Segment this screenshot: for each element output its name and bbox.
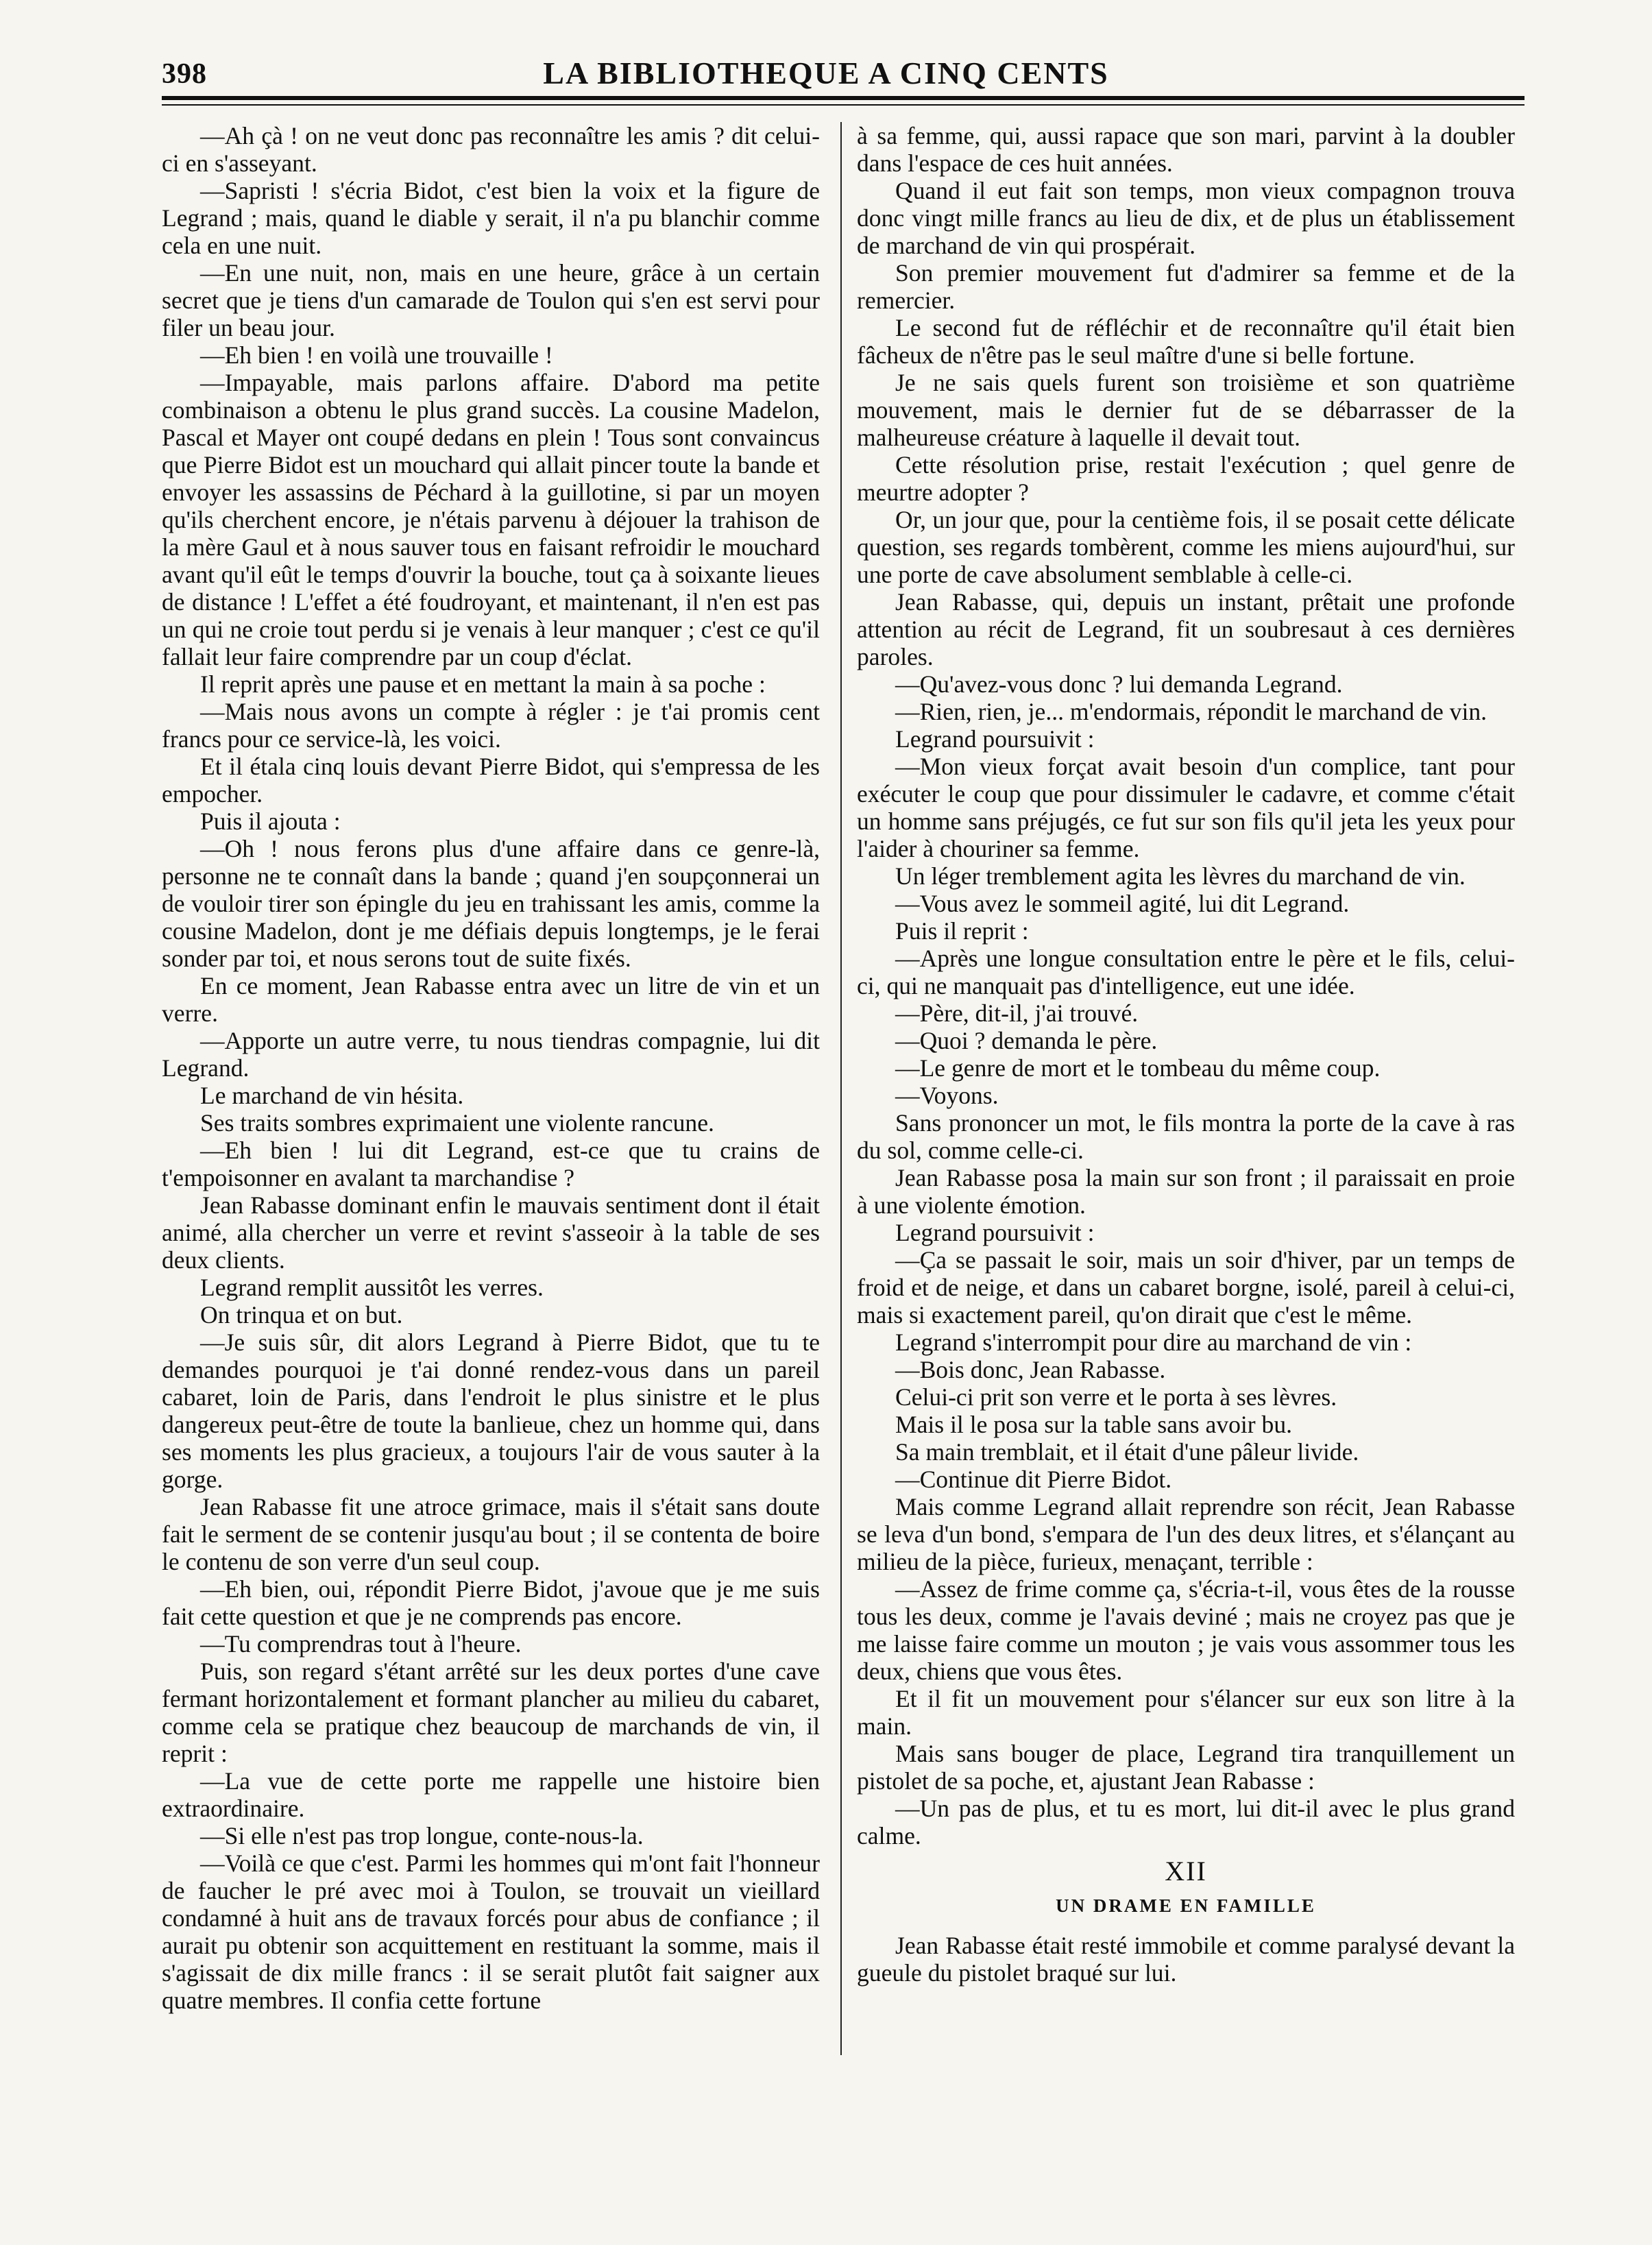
- paragraph: Legrand s'interrompit pour dire au marchand de vin :: [895, 1328, 1412, 1356]
- paragraph: Mais il le posa sur la table sans avoir bu.: [895, 1411, 1293, 1438]
- paragraph: On trinqua et on but.: [200, 1301, 403, 1328]
- paragraph: Et il fit un mouvement pour s'élancer sur eux son litre à la main.: [857, 1685, 1515, 1740]
- paragraph: Jean Rabasse, qui, depuis un instant, prêtait une profonde attention au récit de Legrand, fit un soubresaut à ces dernières paroles.: [857, 588, 1515, 670]
- paragraph: —Eh bien, oui, répondit Pierre Bidot, j'avoue que je me suis fait cette question et que je ne comprends pas encore.: [162, 1575, 820, 1630]
- running-head: LA BIBLIOTHEQUE A CINQ CENTS: [543, 56, 1109, 90]
- paragraph: —Père, dit-il, j'ai trouvé.: [895, 999, 1139, 1027]
- paragraph: —Après une longue consultation entre le père et le fils, celui-ci, qui ne manquait pas d'intelligence, eut une idée.: [857, 945, 1515, 999]
- section-number: XII: [1165, 1856, 1207, 1886]
- paragraph: Puis il ajouta :: [200, 808, 341, 835]
- paragraph: Legrand remplit aussitôt les verres.: [200, 1274, 544, 1301]
- paragraph: —Continue dit Pierre Bidot.: [895, 1466, 1172, 1493]
- paragraph: Sans prononcer un mot, le fils montra la porte de la cave à ras du sol, comme celle-ci.: [857, 1109, 1515, 1164]
- paragraph: —Vous avez le sommeil agité, lui dit Legrand.: [895, 890, 1350, 917]
- paragraph: —La vue de cette porte me rappelle une histoire bien extraordinaire.: [162, 1767, 820, 1822]
- paragraph: Sa main tremblait, et il était d'une pâleur livide.: [895, 1438, 1359, 1466]
- paragraph: —Tu comprendras tout à l'heure.: [200, 1630, 522, 1658]
- paragraph: —Quoi ? demanda le père.: [895, 1027, 1158, 1054]
- paragraph: —Ça se passait le soir, mais un soir d'hiver, par un temps de froid et de neige, et dans un cabaret borgne, isolé, pareil à celui-ci, mais si exactement pareil, qu'on dirait que c'est le même.: [857, 1246, 1515, 1328]
- paragraph: —Bois donc, Jean Rabasse.: [895, 1356, 1166, 1383]
- page-number: 398: [162, 58, 207, 90]
- right-column: [857, 122, 1515, 2062]
- paragraph: Celui-ci prit son verre et le porta à ses lèvres.: [895, 1383, 1337, 1411]
- paragraph: Il reprit après une pause et en mettant la main à sa poche :: [200, 670, 766, 698]
- header-rule-thin: [162, 104, 1525, 106]
- paragraph: Or, un jour que, pour la centième fois, il se posait cette délicate question, ses regards tombèrent, comme les miens aujourd'hui, sur une porte de cave absolument semblable à celle-ci.: [857, 506, 1515, 588]
- paragraph: Le second fut de réfléchir et de reconnaître qu'il était bien fâcheux de n'être pas le seul maître d'une si belle fortune.: [857, 314, 1515, 369]
- paragraph: Et il étala cinq louis devant Pierre Bidot, qui s'empressa de les empocher.: [162, 753, 820, 808]
- paragraph: Quand il eut fait son temps, mon vieux compagnon trouva donc vingt mille francs au lieu de dix, et de plus un établissement de marchand de vin qui prospérait.: [857, 177, 1515, 259]
- paragraph: Le marchand de vin hésita.: [200, 1082, 464, 1109]
- paragraph: —Sapristi ! s'écria Bidot, c'est bien la voix et la figure de Legrand ; mais, quand le diable y serait, il n'a pu blanchir comme cela en une nuit.: [162, 177, 820, 259]
- paragraph: —Un pas de plus, et tu es mort, lui dit-il avec le plus grand calme.: [857, 1795, 1515, 1849]
- paragraph: En ce moment, Jean Rabasse entra avec un litre de vin et un verre.: [162, 972, 820, 1027]
- paragraph: —Le genre de mort et le tombeau du même coup.: [895, 1054, 1381, 1082]
- paragraph: —Rien, rien, je... m'endormais, répondit le marchand de vin.: [895, 698, 1487, 725]
- column-divider: [840, 122, 842, 2055]
- paragraph: Ses traits sombres exprimaient une violente rancune.: [200, 1109, 714, 1137]
- paragraph: Jean Rabasse dominant enfin le mauvais sentiment dont il était animé, alla chercher un verre et revint s'asseoir à la table de ses deux clients.: [162, 1191, 820, 1274]
- paragraph: —Mais nous avons un compte à régler : je t'ai promis cent francs pour ce service-là, les voici.: [162, 698, 820, 753]
- left-column: [162, 122, 820, 2062]
- paragraph: —Ah çà ! on ne veut donc pas reconnaître les amis ? dit celui-ci en s'asseyant.: [162, 122, 820, 177]
- paragraph: —Voilà ce que c'est. Parmi les hommes qui m'ont fait l'honneur de faucher le pré avec moi à Toulon, se trouvait un vieillard condamné à huit ans de travaux forcés pour abus de confiance ; il aurait pu obtenir son acquittement en restituant la somme, mais il s'agissait de dix mille francs : il se serait plutôt fait saigner aux quatre membres. Il confia cette fortune: [162, 1849, 820, 2014]
- paragraph: Puis il reprit :: [895, 917, 1029, 945]
- header-rule: [162, 96, 1525, 100]
- paragraph: Legrand poursuivit :: [895, 1219, 1095, 1246]
- paragraph: —Assez de frime comme ça, s'écria-t-il, vous êtes de la rousse tous les deux, comme je l'avais deviné ; mais ne croyez pas que je me laisse faire comme un mouton ; je vais vous assommer tous les deux, chiens que vous êtes.: [857, 1575, 1515, 1685]
- paragraph: Un léger tremblement agita les lèvres du marchand de vin.: [895, 862, 1466, 890]
- paragraph: —Qu'avez-vous donc ? lui demanda Legrand.: [895, 670, 1343, 698]
- paragraph: Cette résolution prise, restait l'exécution ; quel genre de meurtre adopter ?: [857, 451, 1515, 506]
- paragraph: Je ne sais quels furent son troisième et son quatrième mouvement, mais le dernier fut de se débarrasser de la malheureuse créature à laquelle il devait tout.: [857, 369, 1515, 451]
- paragraph: —Je suis sûr, dit alors Legrand à Pierre Bidot, que tu te demandes pourquoi je t'ai donné rendez-vous dans un pareil cabaret, loin de Paris, dans l'endroit le plus sinistre et le plus dangereux peut-être de toute la banlieue, chez un homme qui, dans ses moments les plus gracieux, a toujours l'air de vous sauter à la gorge.: [162, 1328, 820, 1493]
- section-title: UN DRAME EN FAMILLE: [1056, 1895, 1316, 1916]
- paragraph: Mais sans bouger de place, Legrand tira tranquillement un pistolet de sa poche, et, ajustant Jean Rabasse :: [857, 1740, 1515, 1795]
- paragraph: —Voyons.: [895, 1082, 999, 1109]
- paragraph: Jean Rabasse posa la main sur son front ; il paraissait en proie à une violente émotion.: [857, 1164, 1515, 1219]
- paragraph: —Apporte un autre verre, tu nous tiendras compagnie, lui dit Legrand.: [162, 1027, 820, 1082]
- paragraph: Puis, son regard s'étant arrêté sur les deux portes d'une cave fermant horizontalement et formant plancher au milieu du cabaret, comme cela se pratique chez beaucoup de marchands de vin, il reprit :: [162, 1658, 820, 1767]
- paragraph: Jean Rabasse était resté immobile et comme paralysé devant la gueule du pistolet braqué sur lui.: [857, 1932, 1515, 1987]
- paragraph: à sa femme, qui, aussi rapace que son mari, parvint à la doubler dans l'espace de ces huit années.: [857, 122, 1515, 177]
- paragraph: —Impayable, mais parlons affaire. D'abord ma petite combinaison a obtenu le plus grand succès. La cousine Madelon, Pascal et Mayer ont coupé dedans en plein ! Tous sont convaincus que Pierre Bidot est un mouchard qui allait pincer toute la bande et envoyer les assassins de Péchard à la guillotine, si par un moyen qu'ils cherchent encore, je n'étais parvenu à déjouer la trahison de la mère Gaul et à nous sauver tous en faisant refroidir le mouchard avant qu'il eût le temps d'ouvrir la bouche, tout ça à soixante lieues de distance ! L'effet a été foudroyant, et maintenant, il n'en est pas un qui ne croie tout perdu si je venais à leur manquer ; c'est ce qu'il fallait leur faire comprendre par un coup d'éclat.: [162, 369, 820, 670]
- paragraph: Mais comme Legrand allait reprendre son récit, Jean Rabasse se leva d'un bond, s'empara de l'un des deux litres, et s'élançant au milieu de la pièce, furieux, menaçant, terrible :: [857, 1493, 1515, 1575]
- paragraph: —Eh bien ! en voilà une trouvaille !: [200, 341, 553, 369]
- paragraph: —En une nuit, non, mais en une heure, grâce à un certain secret que je tiens d'un camarade de Toulon qui s'en est servi pour filer un beau jour.: [162, 259, 820, 341]
- paragraph: —Mon vieux forçat avait besoin d'un complice, tant pour exécuter le coup que pour dissimuler le cadavre, et comme c'était un homme sans préjugés, ce fut sur son fils qu'il jeta les yeux pour l'aider à chouriner sa femme.: [857, 753, 1515, 862]
- paragraph: Son premier mouvement fut d'admirer sa femme et de la remercier.: [857, 259, 1515, 314]
- paragraph: —Oh ! nous ferons plus d'une affaire dans ce genre-là, personne ne te connaît dans la bande ; quand j'en soupçonnerai un de vouloir tirer son épingle du jeu en trahissant les amis, comme la cousine Madelon, dont je me défiais depuis longtemps, je le ferai sonder par toi, et nous serons tout de suite fixés.: [162, 835, 820, 972]
- paragraph: —Si elle n'est pas trop longue, conte-nous-la.: [200, 1822, 644, 1849]
- paragraph: Legrand poursuivit :: [895, 725, 1095, 753]
- paragraph: —Eh bien ! lui dit Legrand, est-ce que tu crains de t'empoisonner en avalant ta marchandise ?: [162, 1137, 820, 1191]
- paragraph: Jean Rabasse fit une atroce grimace, mais il s'était sans doute fait le serment de se contenir jusqu'au bout ; il se contenta de boire le contenu de son verre d'un seul coup.: [162, 1493, 820, 1575]
